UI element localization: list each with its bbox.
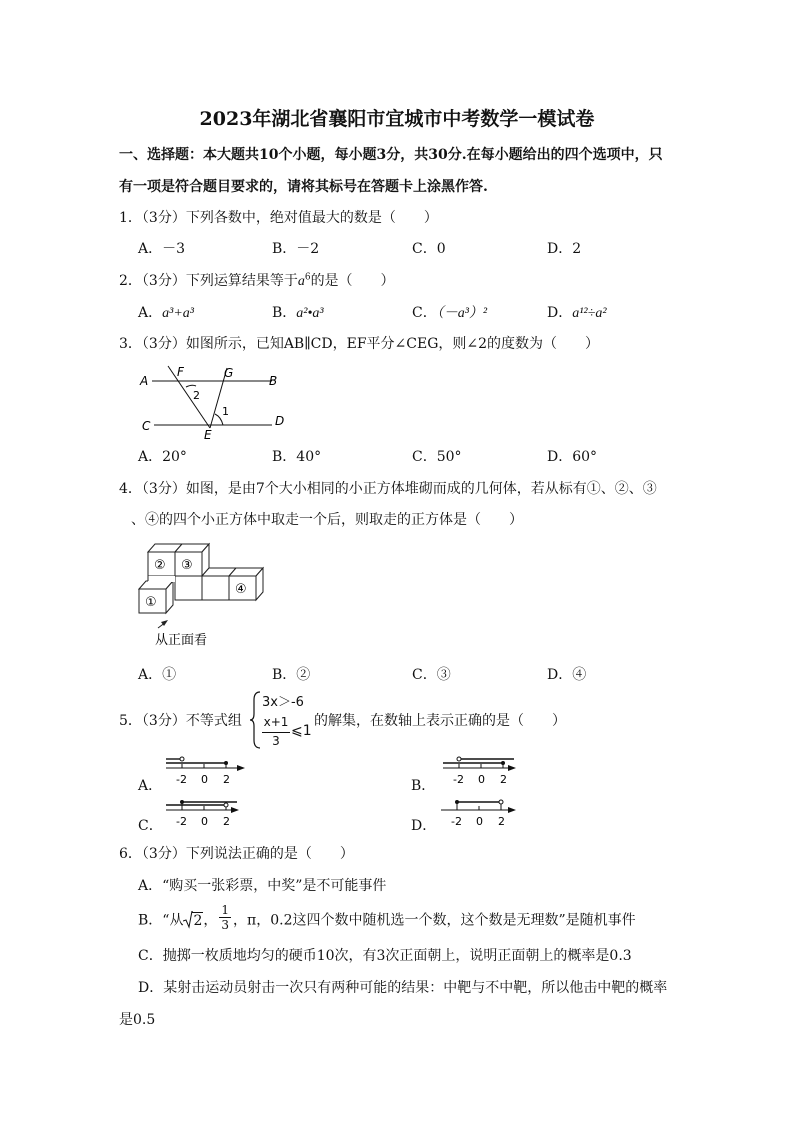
fraction-bar — [262, 732, 290, 733]
tick-minus-2: -2 — [176, 773, 187, 786]
tick-2: 2 — [498, 815, 505, 828]
point-g-label: G — [224, 366, 234, 380]
angle-2-label: 2 — [193, 389, 200, 402]
tick-0: 0 — [201, 815, 208, 828]
option-b-post: ，π，0.2这四个数中随机选一个数，这个数是无理数”是随机事件 — [233, 912, 636, 929]
question-6-option-d-line1[interactable]: D．某射击运动员射击一次只有两种可能的结果：中靶与不中靶，所以他击中靶的概率 — [138, 980, 668, 996]
question-3-option-c[interactable]: C．50° — [412, 449, 462, 465]
question-6-stem: 6．（3分）下列说法正确的是（ ） — [119, 846, 354, 862]
angle-2-arc — [186, 385, 196, 387]
number-line-d — [438, 798, 524, 832]
question-3-option-a[interactable]: A．20° — [138, 449, 187, 465]
tick-0: 0 — [478, 773, 485, 786]
fraction-numerator: 1 — [221, 903, 230, 917]
question-2-stem-pre: 2．（3分）下列运算结果等于 — [119, 273, 298, 289]
tick-minus-2: -2 — [176, 815, 187, 828]
tick-2: 2 — [223, 815, 230, 828]
option-label: B． — [272, 305, 297, 321]
angle-1-label: 1 — [222, 405, 229, 418]
option-label: D． — [547, 305, 573, 321]
question-3-option-d[interactable]: D．60° — [547, 449, 598, 465]
question-4-stem-line2: 、④的四个小正方体中取走一个后，则取走的正方体是（ ） — [131, 512, 523, 528]
inequality-1: 3x＞-6 — [262, 695, 304, 710]
fraction-numerator: x+1 — [263, 715, 289, 729]
cube-label-4: ④ — [235, 582, 247, 597]
cube-label-2: ② — [154, 558, 166, 573]
question-3-option-b[interactable]: B．40° — [272, 449, 322, 465]
cube-label-3: ③ — [181, 558, 193, 573]
point-b-label: B — [269, 374, 278, 388]
question-1-stem: 1．（3分）下列各数中，绝对值最大的数是（ ） — [119, 210, 438, 226]
number-line-c — [163, 798, 249, 832]
question-2-stem-post: 的是（ ） — [310, 273, 395, 289]
fraction-one-third — [219, 903, 231, 932]
cube-stack-figure — [132, 538, 282, 650]
question-2-option-b[interactable] — [272, 302, 324, 322]
tick-0: 0 — [476, 815, 483, 828]
question-2-option-a[interactable] — [138, 302, 194, 322]
cube-faces — [139, 544, 263, 613]
point-c-label: C — [142, 419, 151, 433]
point-f-label: F — [177, 365, 184, 379]
tick-2: 2 — [500, 773, 507, 786]
question-5-option-a[interactable]: A． — [138, 778, 163, 794]
line-ef — [168, 366, 210, 428]
tick-2: 2 — [223, 773, 230, 786]
question-6-option-b[interactable]: B．“从 2， $\frac{1}{3}$ ，π，0.2这四个数中随机选一个数，这个数是无理数”是随机事件 — [138, 903, 636, 932]
question-3-stem: 3．（3分）如图所示，已知AB∥CD，EF平分∠CEG，则∠2的度数为（ ） — [119, 336, 600, 352]
option-expression: a¹²÷a² — [572, 306, 607, 321]
system-brace — [250, 690, 262, 750]
section-instructions-line1: 一、选择题：本大题共10个小题，每小题3分，共30分.在每小题给出的四个选项中，只 — [119, 147, 663, 163]
question-2-base: a — [297, 274, 305, 289]
point-e-label: E — [204, 428, 212, 442]
exam-title: 2023年湖北省襄阳市宜城市中考数学一模试卷 — [199, 108, 595, 130]
question-5-option-b[interactable]: B． — [411, 778, 436, 794]
option-expression: （－a³）² — [436, 306, 488, 321]
question-4-option-c[interactable]: C．③ — [412, 667, 451, 683]
question-4-option-b[interactable]: B．② — [272, 667, 311, 683]
question-5-stem-pre: 5．（3分）不等式组 — [119, 713, 242, 729]
question-2-option-d[interactable] — [547, 302, 607, 322]
question-5-option-d[interactable]: D． — [411, 818, 437, 834]
question-4-stem-line1: 4．（3分）如图，是由7个大小相同的小正方体堆砌而成的几何体，若从标有①、②、③ — [119, 481, 657, 497]
point-a-label: A — [140, 374, 149, 388]
question-6-option-d-line2[interactable]: 是0.5 — [119, 1012, 156, 1028]
inequality-2-relation: ⩽1 — [291, 723, 312, 739]
point-d-label: D — [275, 414, 285, 428]
sqrt-radicand: 2 — [193, 912, 203, 929]
number-line-a — [163, 756, 249, 790]
question-2-stem — [119, 270, 395, 290]
tick-0: 0 — [201, 773, 208, 786]
option-expression: a²•a³ — [296, 306, 324, 321]
section-instructions-line2: 有一项是符合题目要求的，请将其标号在答题卡上涂黑作答. — [119, 179, 488, 195]
question-1-option-c[interactable]: C．0 — [412, 241, 446, 257]
fraction-denominator: 3 — [272, 734, 280, 748]
question-4-option-d[interactable]: D．④ — [547, 667, 587, 683]
question-6-option-c[interactable]: C．抛掷一枚质地均匀的硬币10次，有3次正面朝上，说明正面朝上的概率是0.3 — [138, 948, 632, 964]
option-label: A． — [138, 305, 163, 321]
question-2-exponent: 6 — [304, 272, 311, 283]
view-label: 从正面看 — [155, 633, 208, 648]
option-expression: a³+a³ — [162, 306, 194, 321]
parallel-lines-figure — [130, 360, 300, 442]
question-1-option-d[interactable]: D．2 — [547, 241, 582, 257]
question-2-option-c[interactable] — [412, 302, 487, 322]
question-1-option-b[interactable]: B．－2 — [272, 241, 320, 257]
tick-minus-2: -2 — [451, 815, 462, 828]
question-4-option-a[interactable]: A．① — [138, 667, 177, 683]
sqrt-radical-icon — [183, 911, 193, 929]
option-b-pre: B．“从 — [138, 912, 184, 929]
number-line-b — [440, 756, 526, 790]
sqrt-2 — [183, 913, 203, 929]
fraction-denominator: 3 — [221, 918, 230, 932]
question-5-option-c[interactable]: C． — [138, 818, 163, 834]
option-label: C． — [412, 305, 437, 321]
question-1-option-a[interactable]: A．－3 — [138, 241, 186, 257]
question-6-option-a[interactable]: A．“购买一张彩票，中奖”是不可能事件 — [138, 878, 387, 894]
question-5-stem-post: 的解集，在数轴上表示正确的是（ ） — [314, 713, 566, 729]
tick-minus-2: -2 — [453, 773, 464, 786]
cube-label-1: ① — [145, 595, 157, 610]
